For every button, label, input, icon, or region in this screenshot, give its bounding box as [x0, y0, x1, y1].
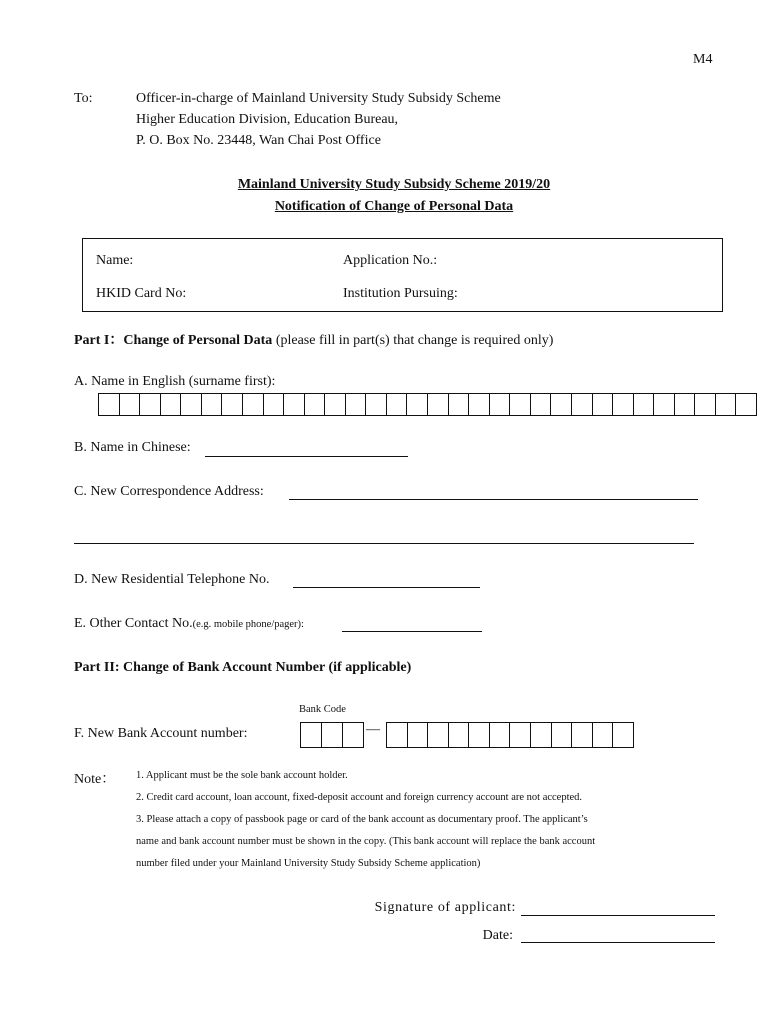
english-name-cell[interactable]	[99, 394, 120, 415]
english-name-label: A. Name in English (surname first):	[74, 374, 276, 389]
account-number-cell[interactable]	[593, 723, 614, 747]
bank-code-label: Bank Code	[299, 704, 346, 715]
other-contact-hint: (e.g. mobile phone/pager):	[192, 619, 304, 630]
english-name-cell[interactable]	[366, 394, 387, 415]
note-item-3-cont: name and bank account number must be shown in the copy. (This bank account will replace the bank account	[136, 836, 596, 847]
telephone-field[interactable]	[293, 587, 480, 588]
english-name-cell[interactable]	[449, 394, 470, 415]
note-item-2: 2. Credit card account, loan account, fixed-deposit account and foreign currency account are not accepted.	[136, 792, 583, 803]
form-code: M4	[693, 52, 713, 67]
english-name-cell[interactable]	[264, 394, 285, 415]
english-name-cell[interactable]	[654, 394, 675, 415]
english-name-cell[interactable]	[243, 394, 264, 415]
english-name-cell[interactable]	[695, 394, 716, 415]
bank-code-cell[interactable]	[343, 723, 363, 747]
note-item-3-end: number filed under your Mainland University Study Subsidy Scheme application)	[136, 858, 481, 869]
name-label: Name:	[96, 253, 134, 268]
bank-account-label: F. New Bank Account number:	[74, 726, 248, 741]
note-label: Note：	[74, 772, 116, 787]
form-subtitle: Notification of Change of Personal Data	[274, 199, 514, 214]
english-name-cell[interactable]	[305, 394, 326, 415]
english-name-grid[interactable]	[98, 393, 757, 416]
signature-label: Signature of applicant:	[374, 900, 516, 915]
recipient-line-2: Higher Education Division, Education Bureau,	[136, 112, 399, 127]
chinese-name-label: B. Name in Chinese:	[74, 440, 191, 455]
bank-code-cell[interactable]	[301, 723, 322, 747]
english-name-cell[interactable]	[613, 394, 634, 415]
part1-heading: Part I：Change of Personal Data	[74, 333, 273, 348]
other-contact-label: E. Other Contact No.	[74, 616, 193, 631]
english-name-cell[interactable]	[675, 394, 696, 415]
note-item-3: 3. Please attach a copy of passbook page or card of the bank account as documentary proof. The applicant’s	[136, 814, 588, 825]
date-label: Date:	[482, 928, 513, 943]
english-name-cell[interactable]	[716, 394, 737, 415]
account-number-cell[interactable]	[387, 723, 408, 747]
recipient-label: To:	[74, 91, 93, 106]
english-name-cell[interactable]	[284, 394, 305, 415]
part2-heading: Part II: Change of Bank Account Number (if applicable)	[74, 660, 412, 675]
english-name-cell[interactable]	[407, 394, 428, 415]
bank-code-cell[interactable]	[322, 723, 343, 747]
address-field-line-1[interactable]	[289, 499, 698, 500]
english-name-cell[interactable]	[120, 394, 141, 415]
bank-code-grid[interactable]	[300, 722, 364, 748]
other-contact-field[interactable]	[342, 631, 482, 632]
recipient-line-3: P. O. Box No. 23448, Wan Chai Post Office	[136, 133, 381, 148]
english-name-cell[interactable]	[346, 394, 367, 415]
english-name-cell[interactable]	[202, 394, 223, 415]
english-name-cell[interactable]	[510, 394, 531, 415]
account-number-grid[interactable]	[386, 722, 634, 748]
date-field[interactable]	[521, 942, 715, 943]
english-name-cell[interactable]	[387, 394, 408, 415]
account-number-cell[interactable]	[613, 723, 633, 747]
part1-note: (please fill in part(s) that change is required only)	[275, 333, 554, 348]
english-name-cell[interactable]	[140, 394, 161, 415]
english-name-cell[interactable]	[222, 394, 243, 415]
chinese-name-field[interactable]	[205, 456, 408, 457]
account-number-cell[interactable]	[510, 723, 531, 747]
english-name-cell[interactable]	[572, 394, 593, 415]
hkid-label: HKID Card No:	[96, 286, 187, 301]
english-name-cell[interactable]	[593, 394, 614, 415]
account-number-cell[interactable]	[449, 723, 470, 747]
english-name-cell[interactable]	[551, 394, 572, 415]
english-name-cell[interactable]	[428, 394, 449, 415]
signature-field[interactable]	[521, 915, 715, 916]
english-name-cell[interactable]	[490, 394, 511, 415]
institution-label: Institution Pursuing:	[343, 286, 458, 301]
english-name-cell[interactable]	[469, 394, 490, 415]
english-name-cell[interactable]	[181, 394, 202, 415]
english-name-cell[interactable]	[161, 394, 182, 415]
form-title: Mainland University Study Subsidy Scheme 2019/20	[237, 177, 551, 192]
account-number-cell[interactable]	[531, 723, 552, 747]
english-name-cell[interactable]	[531, 394, 552, 415]
note-item-1: 1. Applicant must be the sole bank account holder.	[136, 770, 348, 781]
other-contact-label-line	[74, 616, 304, 632]
account-number-cell[interactable]	[572, 723, 593, 747]
account-number-cell[interactable]	[490, 723, 511, 747]
english-name-cell[interactable]	[736, 394, 756, 415]
application-no-label: Application No.:	[343, 253, 438, 268]
address-label: C. New Correspondence Address:	[74, 484, 264, 499]
account-number-cell[interactable]	[408, 723, 429, 747]
telephone-label: D. New Residential Telephone No.	[74, 572, 270, 587]
account-number-cell[interactable]	[552, 723, 573, 747]
account-number-cell[interactable]	[469, 723, 490, 747]
english-name-cell[interactable]	[634, 394, 655, 415]
address-field-line-2[interactable]	[74, 543, 694, 544]
account-number-cell[interactable]	[428, 723, 449, 747]
part1-heading-line	[74, 329, 553, 349]
recipient-line-1: Officer-in-charge of Mainland University Study Subsidy Scheme	[136, 91, 501, 106]
bank-dash: —	[366, 722, 380, 737]
english-name-cell[interactable]	[325, 394, 346, 415]
